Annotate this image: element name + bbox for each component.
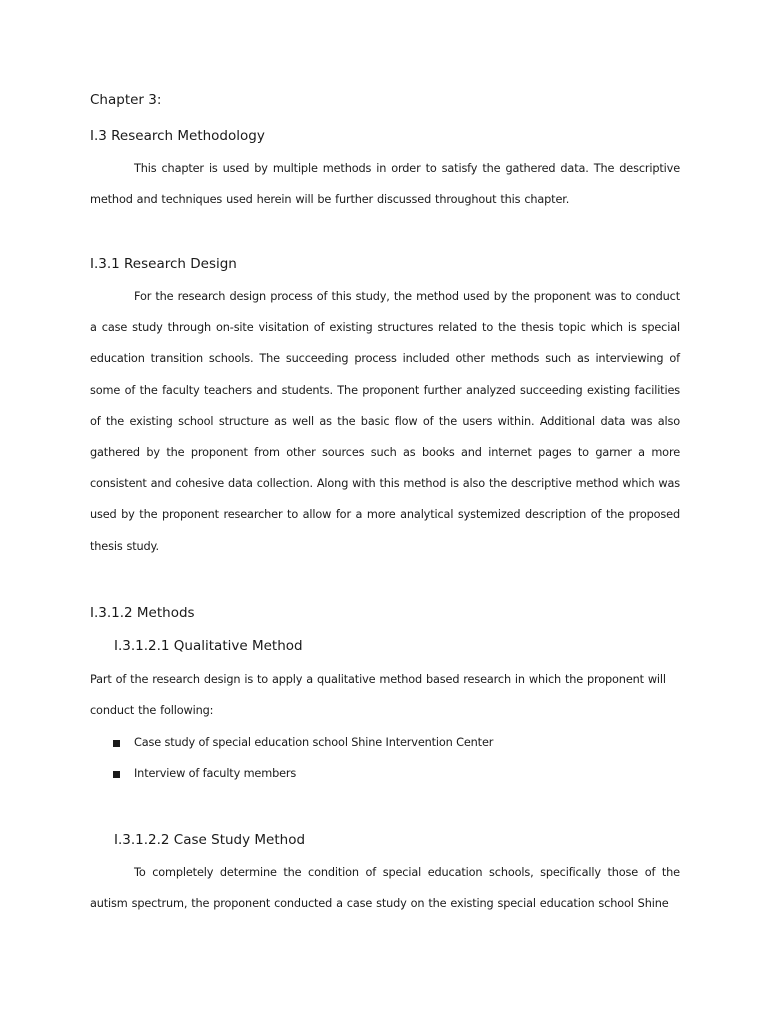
list-item-text: Case study of special education school Shine Intervention Center [134, 736, 494, 749]
square-bullet-icon [113, 740, 120, 747]
research-design-heading: I.3.1 Research Design [90, 256, 237, 272]
square-bullet-icon [113, 771, 120, 778]
list-item-text: Interview of faculty members [134, 767, 297, 780]
chapter-label: Chapter 3: [90, 92, 162, 108]
methods-heading: I.3.1.2 Methods [90, 605, 195, 621]
list-item [90, 727, 493, 758]
intro-paragraph: This chapter is used by multiple methods in order to satisfy the gathered data. The descriptive method and techniques used herein will be further discussed throughout this chapter. [90, 162, 680, 207]
case-study-method-paragraph: To completely determine the condition of special education schools, specifically those of the autism spectrum, the proponent conducted a case study on the existing special education school Shine [90, 866, 680, 911]
research-design-paragraph: For the research design process of this study, the method used by the proponent was to conduct a case study through on-site visitation of existing structures related to the thesis topic which is special education transition schools. The succeeding process included other methods such as interviewing of some of the faculty teachers and students. The proponent further analyzed succeeding existing facilities of the existing school structure as well as the basic flow of the users within. Additional data was also gathered by the proponent from other sources such as books and internet pages to garner a more consistent and cohesive data collection. Along with this method is also the descriptive method which was used by the proponent researcher to allow for a more analytical systemized description of the proposed thesis study. [90, 290, 681, 553]
qualitative-method-heading: I.3.1.2.1 Qualitative Method [114, 638, 303, 654]
list-item [90, 758, 493, 789]
qualitative-method-list [90, 727, 493, 789]
section-heading: I.3 Research Methodology [90, 128, 265, 144]
case-study-method-heading: I.3.1.2.2 Case Study Method [114, 832, 306, 848]
qualitative-method-paragraph: Part of the research design is to apply a qualitative method based research in which the proponent will conduct the following: [90, 673, 666, 718]
